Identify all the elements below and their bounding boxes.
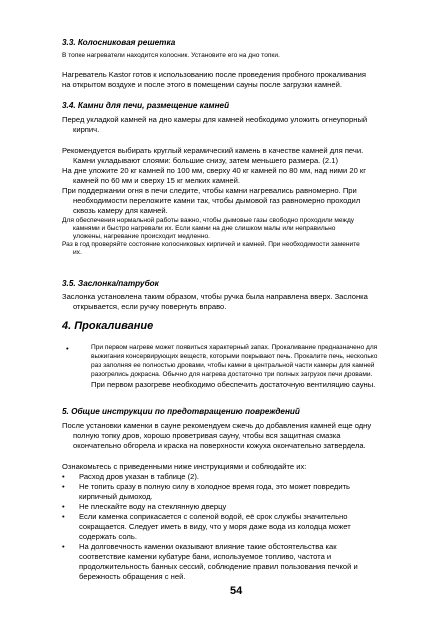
section-3-4-line: сквозь камеру для камней. bbox=[73, 206, 168, 215]
list-item: Расход дров указан в таблице (2). bbox=[79, 472, 200, 481]
list-item-continuation: сокращается. Следует иметь в виду, что у моря даже вода из колодца может bbox=[79, 522, 351, 531]
list-item-continuation: соответствие каменки кубатуре бани, используемое топливо, частота и bbox=[79, 552, 332, 561]
section-3-4-line: На дне уложите 20 кг камней по 100 мм, сверху 40 кг камней по 80 мм, над ними 20 кг bbox=[62, 166, 366, 175]
section-3-3-paragraph-line-1: Нагреватель Kastor готов к использованию после проведения пробного прокаливания bbox=[62, 70, 367, 79]
section-5-lead: Ознакомьтесь с приведенными ниже инструкциями и соблюдайте их: bbox=[62, 462, 307, 471]
section-3-4-small-line: камнями и быстро нагревали их. Если камни на дне слишком малы или неправильно bbox=[73, 225, 336, 232]
section-3-4-line: кирпич. bbox=[73, 125, 100, 134]
section-3-4-small-line: Для обеспечения нормальной работы важно, чтобы дымовые газы свободно проходили между bbox=[62, 217, 355, 224]
section-5-intro-line: окончательно обгорела и краска на поверхности кожуха окончательно затвердела. bbox=[73, 441, 366, 450]
bullet-marker: • bbox=[62, 482, 65, 491]
section-3-4-line: Рекомендуется выбирать круглый керамический камень в качестве камней для печи. bbox=[62, 146, 364, 155]
bullet-marker: • bbox=[62, 502, 65, 511]
section-3-4-title: 3.4. Камни для печи, размещение камней bbox=[62, 101, 230, 110]
list-item: Не плескайте воду на стеклянную дверцу bbox=[79, 502, 227, 511]
section-3-3-title: 3.3. Колосниковая решетка bbox=[62, 38, 176, 47]
section-3-5-paragraph-line-2: открывается, если ручку повернуть вправо. bbox=[73, 302, 227, 311]
section-4-title: 4. Прокаливание bbox=[62, 320, 154, 332]
bullet-marker: • bbox=[62, 542, 65, 551]
section-4-line: раз заполняя ее полностью дровами, чтобы камни в центральной части камеры для камней bbox=[91, 362, 375, 369]
section-3-4-line: камней по 60 мм и сверху 15 кг мелких камней. bbox=[73, 176, 240, 185]
bullet-marker: • bbox=[62, 512, 65, 521]
list-item-continuation: бережность обращения с ней. bbox=[79, 572, 186, 581]
section-3-4-small-line: их. bbox=[73, 249, 82, 256]
list-item: Если каменка соприкасается с соленой водой, её срок службы значительно bbox=[79, 512, 348, 521]
section-3-5-paragraph-line-1: Заслонка установлена таким образом, чтобы ручка была направлена вверх. Заслонка bbox=[62, 292, 368, 301]
list-item-continuation: кирпичный дымоход. bbox=[79, 492, 153, 501]
bullet-marker: • bbox=[66, 344, 69, 353]
section-3-3-paragraph-line-2: на открытом воздухе и после этого в помещении сауны после загрузки камней. bbox=[62, 80, 342, 89]
section-3-4-line: необходимости переложите камни так, чтобы дымовой газ равномерно проходил bbox=[73, 196, 361, 205]
section-3-5-title: 3.5. Заслонка/патрубок bbox=[62, 279, 159, 288]
section-3-3-note: В топке нагреватели находится колосник. Установите его на дно топки. bbox=[62, 52, 280, 59]
section-3-4-line: Перед укладкой камней на дно камеры для камней необходимо уложить огнеупорный bbox=[62, 115, 368, 124]
list-item-continuation: продолжительность банных сессий, соблюдение правил пользования печкой и bbox=[79, 562, 358, 571]
section-3-4-line: При поддержании огня в печи следите, чтобы камни нагревались равномерно. При bbox=[62, 186, 357, 195]
page-number: 54 bbox=[230, 585, 243, 597]
section-4-line: выжигания консервирующих веществ, которыми покрывают печь. Прокалите печь, несколько bbox=[91, 353, 378, 360]
bullet-marker: • bbox=[62, 472, 65, 481]
section-3-4-line: Камни укладывают слоями: большие снизу, затем меньшего размера. (2.1) bbox=[73, 156, 339, 165]
list-item-continuation: содержать соль. bbox=[79, 532, 137, 541]
section-3-4-small-line: Раз в год проверяйте состояние колосниковых кирпичей и камней. При необходимости замените bbox=[62, 241, 360, 248]
list-item: Не топить сразу в полную силу в холодное время года, это может повредить bbox=[79, 482, 351, 491]
section-3-4-small-line: уложены, нагревание происходит медленно. bbox=[73, 233, 210, 240]
section-4-last-line: При первом разогреве необходимо обеспечить достаточную вентиляцию сауны. bbox=[91, 380, 376, 389]
section-4-line: При первом нагреве может появиться характерный запах. Прокаливание предназначено для bbox=[91, 344, 378, 351]
section-4-line: разогрелись докрасна. Обычно для нагрева достаточно три полных загрузок печи дровами. bbox=[91, 371, 373, 378]
section-5-intro-line: полную топку дров, хорошо проветривая сауну, чтобы вся защитная смазка bbox=[73, 431, 341, 440]
list-item: На долговечность каменки оказывают влияние такие обстоятельства как bbox=[79, 542, 337, 551]
section-5-intro-line: После установки каменки в сауне рекомендуем сжечь до добавления камней еще одну bbox=[62, 421, 372, 430]
section-5-title: 5. Общие инструкции по предотвращению повреждений bbox=[62, 407, 300, 416]
